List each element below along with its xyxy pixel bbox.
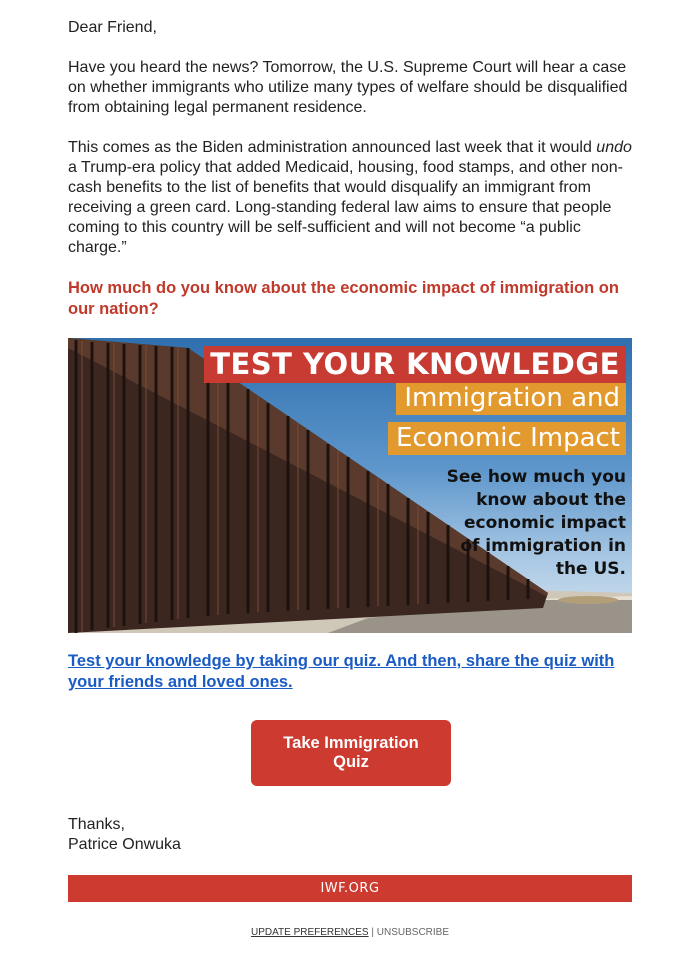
- button-container: [68, 720, 634, 786]
- signature: Patrice Onwuka: [68, 836, 181, 853]
- banner-tagline-line: See how much you: [446, 467, 626, 487]
- email-body: [68, 18, 634, 902]
- quiz-banner-image[interactable]: [68, 338, 632, 633]
- banner-tagline: [366, 466, 626, 581]
- banner-tagline-line: of immigration in: [460, 536, 626, 556]
- unsubscribe-link[interactable]: UNSUBSCRIBE: [376, 927, 450, 938]
- paragraph-text-start: This comes as the Biden administration announced last week that it would: [68, 139, 597, 156]
- banner-subtitle-line-1: Immigration and: [396, 383, 626, 415]
- banner-tagline-line: know about the: [476, 490, 626, 510]
- paragraph-text-end: a Trump-era policy that added Medicaid, housing, food stamps, and other non-cash benefits to the list of benefits that would disqualify an immigrant from receiving a green card. Long-standing federal law aims to ensure that people coming to this country will be self-sufficient and will not become “a public charge.”: [68, 159, 623, 256]
- banner-tagline-line: the US.: [555, 559, 626, 579]
- quiz-link[interactable]: Test your knowledge by taking our quiz. And then, share the quiz with your friends and loved ones.: [68, 652, 615, 691]
- footer-website-link[interactable]: IWF.ORG: [320, 881, 380, 896]
- link-separator: |: [371, 927, 374, 938]
- headline: How much do you know about the economic impact of immigration on our nation?: [68, 279, 619, 318]
- banner-title: TEST YOUR KNOWLEDGE: [204, 346, 626, 383]
- greeting: Dear Friend,: [68, 19, 157, 36]
- closing: Thanks,: [68, 816, 125, 833]
- footer-website-bar[interactable]: [68, 875, 632, 902]
- paragraph-supreme-court: Have you heard the news? Tomorrow, the U.S. Supreme Court will hear a case on whether immigrants who utilize many types of welfare should be disqualified from obtaining legal permanent residence.: [68, 59, 628, 116]
- take-quiz-button[interactable]: Take Immigration Quiz: [251, 720, 451, 786]
- paragraph-biden-policy: [68, 138, 634, 258]
- banner-tagline-line: economic impact: [464, 513, 626, 533]
- banner-subtitle-line-2: Economic Impact: [388, 422, 626, 455]
- sign-off: [68, 815, 634, 855]
- email-footer-links: [0, 927, 700, 938]
- emphasis-undo: undo: [596, 139, 632, 156]
- update-preferences-link[interactable]: UPDATE PREFERENCES: [250, 927, 369, 938]
